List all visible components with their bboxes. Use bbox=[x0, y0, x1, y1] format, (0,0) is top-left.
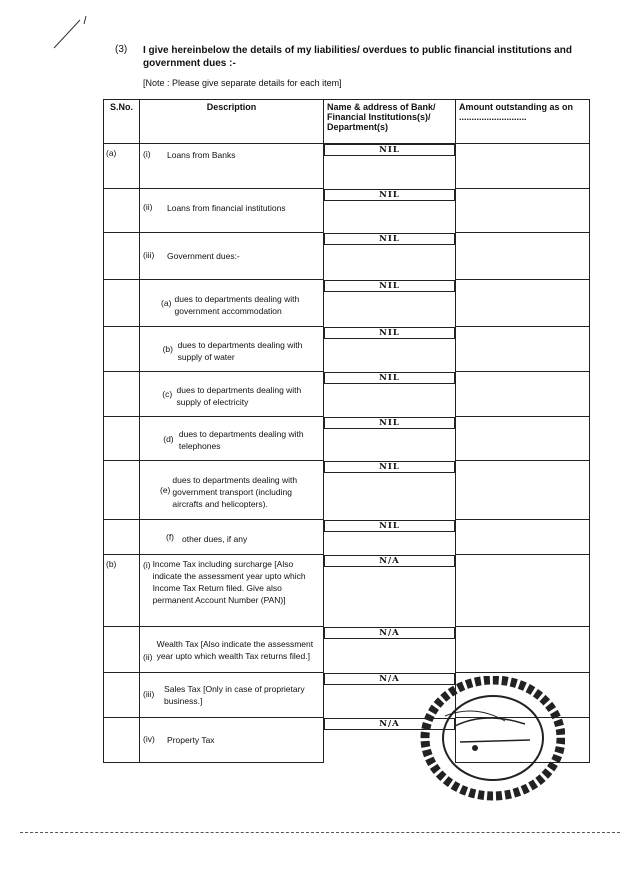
row-sno bbox=[104, 461, 139, 465]
row-sno bbox=[104, 327, 139, 331]
row-description: dues to departments dealing with government accommodation bbox=[174, 293, 300, 316]
row-description: dues to departments dealing with supply of electricity bbox=[176, 384, 302, 407]
col-header-amount: Amount outstanding as on ........................... bbox=[456, 100, 590, 144]
row-roman: (iii) bbox=[143, 689, 155, 699]
row-description: Wealth Tax [Also indicate the assessment year upto which wealth Tax returns filed.] bbox=[156, 638, 314, 661]
row-roman: (i) bbox=[143, 560, 151, 570]
col-header-bank: Name & address of Bank/ Financial Institutions(s)/ Department(s) bbox=[324, 100, 456, 144]
row-sno: (b) bbox=[106, 559, 117, 569]
row-sno bbox=[104, 520, 139, 524]
row-value-handwritten: NIL bbox=[324, 280, 455, 292]
row-description: dues to departments dealing with government transport (including aircrafts and helicopters). bbox=[172, 474, 298, 509]
row-sno: (a) bbox=[106, 148, 117, 158]
row-sno bbox=[104, 417, 139, 421]
table-row bbox=[104, 280, 590, 327]
row-amount bbox=[456, 144, 590, 189]
row-description: Loans from financial institutions bbox=[167, 203, 286, 213]
row-sno bbox=[104, 718, 139, 722]
row-amount bbox=[456, 327, 590, 372]
table-row bbox=[104, 233, 590, 280]
row-value-handwritten: N/A bbox=[324, 555, 455, 567]
row-amount bbox=[456, 461, 590, 520]
row-roman: (i) bbox=[143, 149, 151, 159]
row-amount bbox=[456, 417, 590, 461]
row-roman: (ii) bbox=[143, 202, 153, 212]
row-description: Income Tax including surcharge [Also indicate the assessment year upto which Income Tax Return filed. Give also permanent Account Number (PAN)] bbox=[152, 559, 306, 605]
table-row bbox=[104, 327, 590, 372]
row-value-handwritten: NIL bbox=[324, 461, 455, 473]
row-value-handwritten: N/A bbox=[324, 673, 455, 685]
row-letter: (c) bbox=[162, 389, 173, 399]
row-letter: (b) bbox=[162, 344, 173, 354]
row-description: Government dues:- bbox=[167, 251, 240, 261]
row-letter: (f) bbox=[165, 532, 175, 542]
row-value-handwritten: N/A bbox=[324, 627, 455, 639]
row-amount bbox=[456, 520, 590, 555]
row-value-handwritten: NIL bbox=[324, 233, 455, 245]
section-intro: I give hereinbelow the details of my liabilities/ overdues to public financial institutions and government dues :- bbox=[143, 45, 572, 69]
row-amount bbox=[456, 627, 590, 673]
row-description: dues to departments dealing with supply of water bbox=[177, 339, 303, 362]
row-description: other dues, if any bbox=[182, 533, 248, 544]
row-value-handwritten: NIL bbox=[324, 189, 455, 201]
row-sno bbox=[104, 627, 139, 631]
row-roman: (iii) bbox=[143, 250, 155, 260]
section-note: [Note : Please give separate details for each item] bbox=[143, 78, 342, 88]
table-row bbox=[104, 144, 590, 189]
col-header-sno: S.No. bbox=[104, 100, 140, 144]
row-value-handwritten: NIL bbox=[324, 520, 455, 532]
row-value-handwritten: NIL bbox=[324, 372, 455, 384]
table-row bbox=[104, 372, 590, 417]
row-letter: (d) bbox=[163, 433, 174, 444]
row-sno bbox=[104, 673, 139, 677]
row-roman: (ii) bbox=[143, 651, 153, 662]
row-description: Loans from Banks bbox=[167, 150, 236, 160]
row-description: Sales Tax [Only in case of proprietary business.] bbox=[164, 684, 305, 706]
table-row bbox=[104, 627, 590, 673]
row-roman: (iv) bbox=[143, 734, 155, 744]
row-sno bbox=[104, 280, 139, 284]
table-header-row bbox=[104, 100, 590, 144]
row-amount bbox=[456, 372, 590, 417]
row-sno bbox=[104, 233, 139, 237]
table-row bbox=[104, 417, 590, 461]
row-description: dues to departments dealing with telephones bbox=[178, 429, 304, 451]
row-amount bbox=[456, 189, 590, 233]
col-header-description: Description bbox=[140, 100, 324, 144]
liabilities-table bbox=[103, 99, 590, 763]
page-bottom-divider bbox=[20, 832, 620, 834]
table-row bbox=[104, 555, 590, 627]
row-amount bbox=[456, 280, 590, 327]
row-letter: (e) bbox=[160, 485, 171, 495]
row-value-handwritten: NIL bbox=[324, 327, 455, 339]
table-row bbox=[104, 461, 590, 520]
pen-mark bbox=[50, 14, 90, 54]
row-amount bbox=[456, 233, 590, 280]
row-value-handwritten: NIL bbox=[324, 417, 455, 429]
table-row bbox=[104, 189, 590, 233]
row-amount bbox=[456, 555, 590, 627]
table-row bbox=[104, 520, 590, 555]
row-description: Property Tax bbox=[167, 735, 215, 745]
row-sno bbox=[104, 189, 139, 193]
row-value-handwritten: N/A bbox=[324, 718, 455, 730]
row-sno bbox=[104, 372, 139, 376]
row-value-handwritten: NIL bbox=[324, 144, 455, 156]
row-letter: (a) bbox=[161, 298, 172, 308]
section-number: (3) bbox=[115, 44, 128, 55]
official-seal-stamp bbox=[415, 676, 565, 806]
